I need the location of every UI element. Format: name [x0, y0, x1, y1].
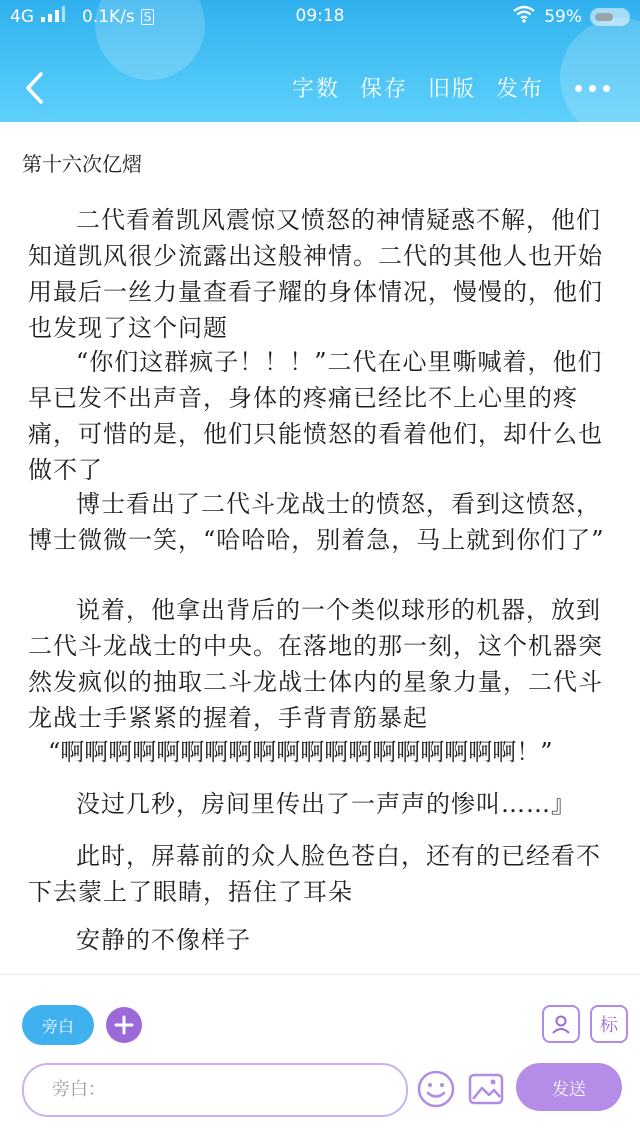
tag-button[interactable]	[590, 1005, 628, 1043]
message-input[interactable]	[50, 1065, 394, 1113]
paragraph[interactable]: 说着，他拿出背后的一个类似球形的机器，放到二代斗龙战士的中央。在落地的那一刻，这个机器突然发疯似的抽取二斗龙战士体内的星象力量，二代斗龙战士手紧紧的握着，手背青筋暴起	[28, 596, 603, 732]
image-button[interactable]	[466, 1069, 506, 1109]
wifi-icon	[512, 5, 536, 28]
document-title[interactable]: 第十六次亿熠	[22, 152, 142, 176]
battery-icon	[590, 8, 630, 26]
send-button[interactable]: 发送	[516, 1063, 622, 1111]
smiley-icon	[416, 1069, 456, 1109]
clock: 09:18	[295, 6, 345, 26]
status-bar	[0, 0, 640, 34]
s-badge-icon: S	[141, 9, 155, 25]
paragraph[interactable]: 博士看出了二代斗龙战士的愤怒，看到这愤怒，博士微微一笑，“哈哈哈，别着急，马上就到你们了”	[28, 490, 605, 554]
composer-panel	[0, 974, 640, 1145]
paragraph[interactable]: 二代看着凯风震惊又愤怒的神情疑惑不解，他们知道凯风很少流露出这般神情。二代的其他人也开始用最后一丝力量查看子耀的身体情况，慢慢的，他们也发现了这个问题	[28, 206, 603, 342]
role-chip-narration[interactable]: 旁白	[22, 1005, 94, 1045]
paragraph[interactable]: 没过几秒，房间里传出了一声声的惨叫……』	[76, 790, 576, 818]
paragraph[interactable]: 此时，屏幕前的众人脸色苍白，还有的已经看不下去蒙上了眼睛，捂住了耳朵	[28, 842, 601, 906]
image-icon	[466, 1069, 506, 1109]
battery-level: 59%	[544, 6, 582, 27]
message-input-wrapper	[22, 1063, 408, 1117]
character-button[interactable]	[542, 1005, 580, 1043]
paragraph[interactable]: 安静的不像样子	[76, 926, 251, 954]
paragraph[interactable]: “啊啊啊啊啊啊啊啊啊啊啊啊啊啊啊啊啊啊啊！”	[48, 738, 553, 766]
network-label: 4G	[10, 6, 34, 27]
document-editor[interactable]	[0, 122, 640, 974]
plus-icon	[114, 1015, 134, 1035]
tag-icon: 标	[600, 1015, 618, 1036]
character-icon	[550, 1013, 572, 1035]
back-button[interactable]	[14, 66, 54, 110]
old-version-button[interactable]: 旧版	[427, 77, 476, 102]
network-speed: 0.1K/s	[82, 6, 135, 27]
save-button[interactable]: 保存	[359, 77, 408, 102]
paragraph[interactable]: “你们这群疯子！！！”二代在心里嘶喊着，他们早已发不出声音，身体的疼痛已经比不上心里的疼痛，可惜的是，他们只能愤怒的看着他们，却什么也做不了	[28, 348, 603, 484]
toolbar-actions	[292, 72, 544, 103]
chevron-left-icon	[23, 71, 45, 105]
more-dots-icon[interactable]	[575, 78, 610, 98]
top-bar	[0, 0, 640, 122]
add-role-button[interactable]	[106, 1007, 142, 1043]
emoji-button[interactable]	[416, 1069, 456, 1109]
publish-button[interactable]: 发布	[495, 77, 544, 102]
word-count-button[interactable]: 字数	[291, 77, 340, 102]
